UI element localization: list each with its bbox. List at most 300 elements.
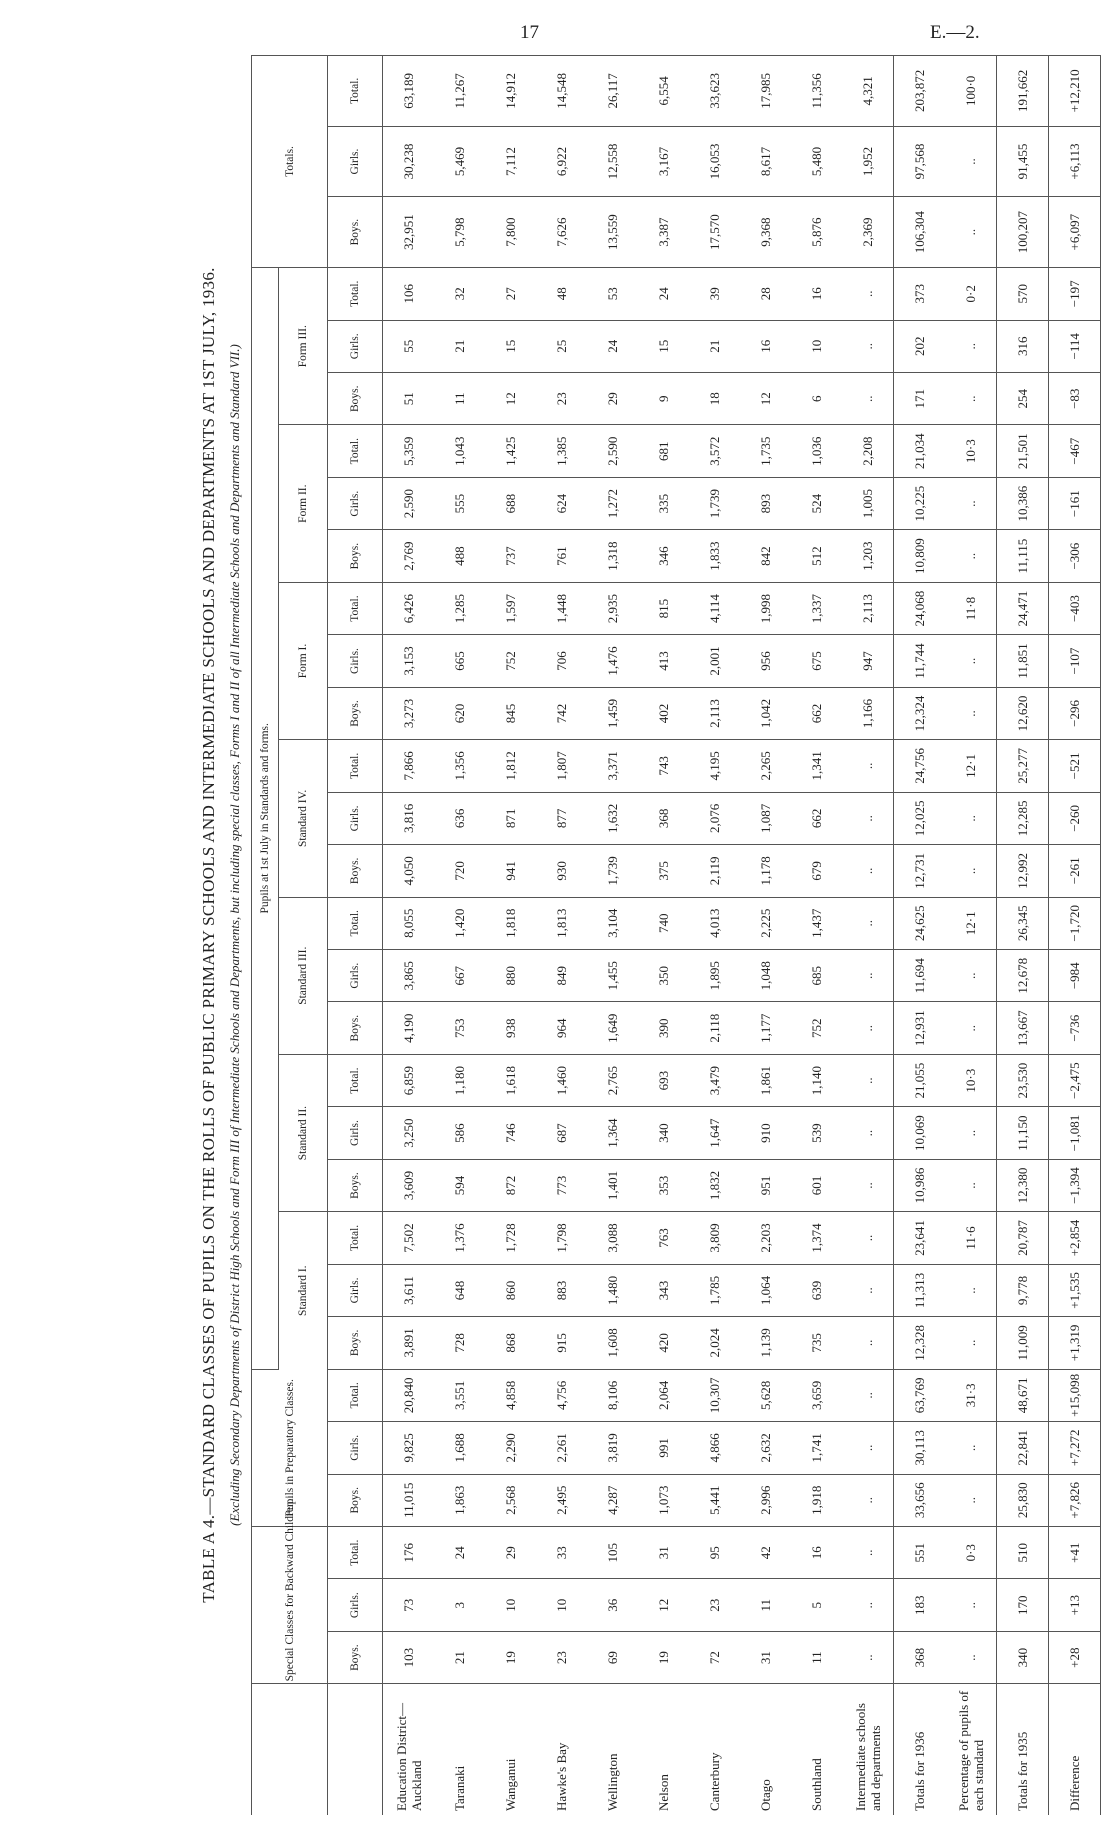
table-cell: 254	[997, 373, 1049, 425]
table-cell: 1,048	[740, 950, 791, 1002]
table-cell: ..	[842, 1631, 894, 1683]
table-cell: 1,608	[587, 1317, 638, 1369]
table-cell: 1,064	[740, 1264, 791, 1316]
table-cell: 1,480	[587, 1264, 638, 1316]
table-cell: 24	[587, 320, 638, 372]
table-cell: 24,756	[894, 740, 946, 792]
table-cell: 27	[485, 267, 536, 320]
table-cell: ..	[842, 267, 894, 320]
table-row	[1049, 56, 1101, 1816]
table-cell: ..	[842, 1054, 894, 1106]
table-cell: 512	[791, 530, 842, 582]
table-cell: 1,005	[842, 477, 894, 529]
table-cell: 1,812	[485, 740, 536, 792]
table-cell: 183	[894, 1579, 946, 1631]
table-row	[945, 56, 997, 1816]
table-cell: 2,369	[842, 197, 894, 268]
table-cell: −467	[1049, 425, 1101, 477]
table-cell: 6	[791, 373, 842, 425]
table-cell: 1,735	[740, 425, 791, 477]
subheader-boys: Boys.	[328, 530, 383, 582]
table-cell: 12,731	[894, 845, 946, 897]
table-cell: 1,140	[791, 1054, 842, 1106]
table-cell: 16	[791, 267, 842, 320]
header-preparatory: Pupils in Preparatory Classes.	[252, 1369, 328, 1526]
table-cell: 1,813	[536, 897, 587, 949]
table-cell: 11·6	[945, 1212, 997, 1264]
row-label: Totals for 1936	[894, 1684, 946, 1815]
page-code: E.—2.	[930, 22, 980, 43]
table-cell: ..	[842, 1159, 894, 1211]
table-cell: 29	[587, 373, 638, 425]
table-cell: 1,952	[842, 126, 894, 197]
table-cell: ..	[842, 373, 894, 425]
table-cell: −161	[1049, 477, 1101, 529]
page-number: 17	[520, 22, 539, 43]
table-cell: ..	[842, 1526, 894, 1578]
header-standard-2: Standard II.	[279, 1054, 328, 1211]
table-cell: ..	[945, 1631, 997, 1683]
table-cell: ..	[945, 1422, 997, 1474]
table-cell: 815	[638, 582, 689, 634]
table-cell: 10·3	[945, 1054, 997, 1106]
table-cell: 624	[536, 477, 587, 529]
table-cell: 877	[536, 792, 587, 844]
table-cell: 12·1	[945, 740, 997, 792]
table-cell: 964	[536, 1002, 587, 1054]
table-row	[894, 56, 946, 1816]
table-cell: 17,570	[689, 197, 740, 268]
table-cell: 23	[689, 1579, 740, 1631]
table-cell: 170	[997, 1579, 1049, 1631]
table-cell: 586	[434, 1107, 485, 1159]
table-cell: 7,800	[485, 197, 536, 268]
table-cell: ..	[842, 1579, 894, 1631]
table-cell: 26,117	[587, 56, 638, 127]
table-cell: 1,364	[587, 1107, 638, 1159]
table-cell: 12,025	[894, 792, 946, 844]
table-cell: ..	[842, 1107, 894, 1159]
table-cell: 2,290	[485, 1422, 536, 1474]
table-cell: 849	[536, 950, 587, 1002]
table-cell: 662	[791, 792, 842, 844]
subheader-boys: Boys.	[328, 197, 383, 268]
table-cell: 368	[638, 792, 689, 844]
table-cell: +1,319	[1049, 1317, 1101, 1369]
header-row-3	[328, 56, 383, 1816]
table-cell: 1,785	[689, 1264, 740, 1316]
table-cell: 31·3	[945, 1369, 997, 1421]
table-cell: 25,830	[997, 1474, 1049, 1526]
subheader-girls: Girls.	[328, 635, 383, 687]
table-cell: 1,139	[740, 1317, 791, 1369]
table-cell: 12,380	[997, 1159, 1049, 1211]
table-cell: 681	[638, 425, 689, 477]
table-cell: 413	[638, 635, 689, 687]
header-standard-4: Standard IV.	[279, 740, 328, 897]
table-cell: 842	[740, 530, 791, 582]
table-cell: 340	[638, 1107, 689, 1159]
subheader-girls: Girls.	[328, 792, 383, 844]
table-cell: 685	[791, 950, 842, 1002]
table-cell: 63,189	[383, 56, 435, 127]
table-cell: 12	[485, 373, 536, 425]
table-cell: 375	[638, 845, 689, 897]
rotated-table-page	[185, 55, 1085, 1815]
table-cell: 2,935	[587, 582, 638, 634]
table-cell: −197	[1049, 267, 1101, 320]
table-cell: 10,307	[689, 1369, 740, 1421]
table-cell: ..	[842, 792, 894, 844]
table-cell: 5,798	[434, 197, 485, 268]
table-cell: 524	[791, 477, 842, 529]
table-cell: 21	[434, 1631, 485, 1683]
header-totals: Totals.	[252, 56, 328, 268]
table-cell: 1,285	[434, 582, 485, 634]
table-cell: 947	[842, 635, 894, 687]
table-cell: 735	[791, 1317, 842, 1369]
subheader-boys: Boys.	[328, 1002, 383, 1054]
subheader-boys: Boys.	[328, 1159, 383, 1211]
header-form-1: Form I.	[279, 582, 328, 739]
table-cell: 24,068	[894, 582, 946, 634]
table-cell: 16,053	[689, 126, 740, 197]
table-cell: 1,318	[587, 530, 638, 582]
table-cell: 893	[740, 477, 791, 529]
table-cell: 1,455	[587, 950, 638, 1002]
table-cell: 171	[894, 373, 946, 425]
table-row	[383, 56, 435, 1816]
table-row	[587, 56, 638, 1816]
subheader-girls: Girls.	[328, 320, 383, 372]
table-cell: 2,001	[689, 635, 740, 687]
table-cell: ..	[945, 1159, 997, 1211]
table-cell: 1,807	[536, 740, 587, 792]
table-cell: 1,420	[434, 897, 485, 949]
table-cell: 3,809	[689, 1212, 740, 1264]
subheader-boys: Boys.	[328, 373, 383, 425]
table-cell: 601	[791, 1159, 842, 1211]
table-cell: 12,620	[997, 687, 1049, 739]
table-cell: ..	[945, 950, 997, 1002]
table-cell: 100,207	[997, 197, 1049, 268]
table-cell: ..	[945, 126, 997, 197]
table-cell: 343	[638, 1264, 689, 1316]
table-cell: 3,659	[791, 1369, 842, 1421]
table-cell: 1,895	[689, 950, 740, 1002]
table-cell: 3,104	[587, 897, 638, 949]
table-cell: 4,866	[689, 1422, 740, 1474]
table-cell: 4,013	[689, 897, 740, 949]
table-cell: 2,632	[740, 1422, 791, 1474]
table-cell: 20,840	[383, 1369, 435, 1421]
table-cell: 679	[791, 845, 842, 897]
table-cell: 9,368	[740, 197, 791, 268]
table-cell: 2,064	[638, 1369, 689, 1421]
table-cell: 1,448	[536, 582, 587, 634]
table-row	[536, 56, 587, 1816]
subheader-boys: Boys.	[328, 1317, 383, 1369]
table-cell: 3,167	[638, 126, 689, 197]
table-cell: 639	[791, 1264, 842, 1316]
table-cell: 956	[740, 635, 791, 687]
table-cell: 24	[638, 267, 689, 320]
table-cell: ..	[945, 320, 997, 372]
header-standard-3: Standard III.	[279, 897, 328, 1054]
table-cell: ..	[842, 740, 894, 792]
table-cell: +6,113	[1049, 126, 1101, 197]
table-cell: 13,667	[997, 1002, 1049, 1054]
table-cell: 100·0	[945, 56, 997, 127]
table-cell: 10	[485, 1579, 536, 1631]
table-cell: 1,460	[536, 1054, 587, 1106]
table-cell: −107	[1049, 635, 1101, 687]
table-cell: 3,250	[383, 1107, 435, 1159]
table-cell: 402	[638, 687, 689, 739]
table-cell: 752	[791, 1002, 842, 1054]
table-cell: 32,951	[383, 197, 435, 268]
table-cell: 1,998	[740, 582, 791, 634]
table-cell: 11,356	[791, 56, 842, 127]
table-cell: 23	[536, 373, 587, 425]
table-cell: 2,113	[689, 687, 740, 739]
table-cell: 63,769	[894, 1369, 946, 1421]
subheader-total: Total.	[328, 425, 383, 477]
table-cell: 3,865	[383, 950, 435, 1002]
table-cell: ..	[842, 897, 894, 949]
table-cell: 3,891	[383, 1317, 435, 1369]
table-cell: 11,009	[997, 1317, 1049, 1369]
table-cell: 743	[638, 740, 689, 792]
table-cell: ..	[842, 1002, 894, 1054]
table-cell: 2,265	[740, 740, 791, 792]
row-label: Southland	[809, 1758, 824, 1811]
row-label: Wellington	[605, 1753, 620, 1811]
table-cell: 11,313	[894, 1264, 946, 1316]
table-cell: 7,866	[383, 740, 435, 792]
table-cell: 687	[536, 1107, 587, 1159]
table-cell: 72	[689, 1631, 740, 1683]
table-cell: 4,756	[536, 1369, 587, 1421]
table-cell: 991	[638, 1422, 689, 1474]
table-cell: 0·3	[945, 1526, 997, 1578]
table-cell: 12,324	[894, 687, 946, 739]
table-cell: 24,471	[997, 582, 1049, 634]
table-cell: ..	[945, 687, 997, 739]
table-cell: 6,859	[383, 1054, 435, 1106]
table-cell: 73	[383, 1579, 435, 1631]
subheader-total: Total.	[328, 267, 383, 320]
table-cell: 665	[434, 635, 485, 687]
table-cell: 19	[485, 1631, 536, 1683]
header-special-classes: Special Classes for Backward Children.	[252, 1526, 328, 1683]
table-cell: 2,118	[689, 1002, 740, 1054]
table-cell: 871	[485, 792, 536, 844]
table-cell: 12,328	[894, 1317, 946, 1369]
table-cell: 39	[689, 267, 740, 320]
table-cell: 1,647	[689, 1107, 740, 1159]
table-cell: +12,210	[1049, 56, 1101, 127]
table-cell: 91,455	[997, 126, 1049, 197]
table-cell: ..	[842, 1474, 894, 1526]
table-cell: −114	[1049, 320, 1101, 372]
table-cell: 10	[536, 1579, 587, 1631]
table-cell: 3,387	[638, 197, 689, 268]
table-cell: 10,809	[894, 530, 946, 582]
row-label: Taranaki	[452, 1765, 467, 1811]
subheader-total: Total.	[328, 1526, 383, 1578]
table-cell: 1,739	[689, 477, 740, 529]
table-cell: 176	[383, 1526, 435, 1578]
table-cell: 95	[689, 1526, 740, 1578]
subheader-girls: Girls.	[328, 1107, 383, 1159]
table-cell: 2,495	[536, 1474, 587, 1526]
subheader-girls: Girls.	[328, 126, 383, 197]
table-cell: ..	[945, 1317, 997, 1369]
table-cell: 1,863	[434, 1474, 485, 1526]
table-cell: 4,287	[587, 1474, 638, 1526]
table-cell: 12	[638, 1579, 689, 1631]
table-cell: 1,728	[485, 1212, 536, 1264]
subheader-total: Total.	[328, 1369, 383, 1421]
table-cell: 4,114	[689, 582, 740, 634]
table-cell: 4,195	[689, 740, 740, 792]
subheader-girls: Girls.	[328, 1422, 383, 1474]
row-label: Otago	[758, 1779, 773, 1811]
table-cell: 20,787	[997, 1212, 1049, 1264]
table-cell: 373	[894, 267, 946, 320]
table-cell: 594	[434, 1159, 485, 1211]
table-cell: 9	[638, 373, 689, 425]
table-cell: 5,628	[740, 1369, 791, 1421]
table-cell: 103	[383, 1631, 435, 1683]
table-cell: 21,034	[894, 425, 946, 477]
table-cell: 4,858	[485, 1369, 536, 1421]
table-cell: 53	[587, 267, 638, 320]
table-row	[689, 56, 740, 1816]
table-cell: 3,273	[383, 687, 435, 739]
table-cell: 55	[383, 320, 435, 372]
table-cell: 105	[587, 1526, 638, 1578]
subheader-girls: Girls.	[328, 950, 383, 1002]
table-cell: 3,551	[434, 1369, 485, 1421]
subheader-girls: Girls.	[328, 1264, 383, 1316]
table-cell: 1,043	[434, 425, 485, 477]
table-cell: 12·1	[945, 897, 997, 949]
table-cell: 14,912	[485, 56, 536, 127]
table-cell: ..	[842, 845, 894, 897]
table-cell: 21,501	[997, 425, 1049, 477]
header-pupils-group: Pupils at 1st July in Standards and forms.	[252, 267, 279, 1369]
table-cell: 11,267	[434, 56, 485, 127]
subheader-boys: Boys.	[328, 687, 383, 739]
table-cell: −736	[1049, 1002, 1101, 1054]
table-cell: 16	[740, 320, 791, 372]
table-cell: 8,106	[587, 1369, 638, 1421]
table-cell: 1,180	[434, 1054, 485, 1106]
table-cell: 1,739	[587, 845, 638, 897]
table-cell: 33,656	[894, 1474, 946, 1526]
table-cell: 1,177	[740, 1002, 791, 1054]
table-row	[740, 56, 791, 1816]
table-cell: 539	[791, 1107, 842, 1159]
table-cell: 3,088	[587, 1212, 638, 1264]
table-cell: 3,153	[383, 635, 435, 687]
table-cell: 773	[536, 1159, 587, 1211]
table-cell: ..	[945, 197, 997, 268]
table-cell: 30,113	[894, 1422, 946, 1474]
table-cell: 5	[791, 1579, 842, 1631]
table-cell: 23	[536, 1631, 587, 1683]
table-cell: 106	[383, 267, 435, 320]
table-cell: −984	[1049, 950, 1101, 1002]
table-cell: ..	[842, 320, 894, 372]
row-label: Nelson	[656, 1774, 671, 1811]
table-cell: 11,744	[894, 635, 946, 687]
table-cell: 1,036	[791, 425, 842, 477]
table-cell: −2,475	[1049, 1054, 1101, 1106]
table-cell: +28	[1049, 1631, 1101, 1683]
table-cell: 1,425	[485, 425, 536, 477]
table-cell: ..	[842, 1317, 894, 1369]
subheader-total: Total.	[328, 56, 383, 127]
table-cell: 25	[536, 320, 587, 372]
table-cell: 2,076	[689, 792, 740, 844]
subheader-boys: Boys.	[328, 845, 383, 897]
table-cell: 390	[638, 1002, 689, 1054]
table-cell: 340	[997, 1631, 1049, 1683]
table-cell: 951	[740, 1159, 791, 1211]
table-cell: ..	[945, 1474, 997, 1526]
table-cell: 1,632	[587, 792, 638, 844]
table-cell: 742	[536, 687, 587, 739]
table-cell: 941	[485, 845, 536, 897]
row-label: Difference	[1049, 1684, 1101, 1815]
table-cell: 17,985	[740, 56, 791, 127]
table-cell: 11	[740, 1579, 791, 1631]
table-cell: 15	[485, 320, 536, 372]
table-cell: −83	[1049, 373, 1101, 425]
table-cell: 3,479	[689, 1054, 740, 1106]
table-subtitle: (Excluding Secondary Departments of District High Schools and Form III of Intermediate Schools and Departments, but including special classes, Forms I and II of all Intermediate Schools and Departments and Standard VII.)	[227, 344, 242, 1526]
table-cell: 2,119	[689, 845, 740, 897]
table-cell: 555	[434, 477, 485, 529]
table-cell: −521	[1049, 740, 1101, 792]
subheader-total: Total.	[328, 740, 383, 792]
table-cell: 706	[536, 635, 587, 687]
table-cell: 1,178	[740, 845, 791, 897]
header-row-1	[252, 56, 279, 1816]
table-cell: 1,203	[842, 530, 894, 582]
table-cell: 12	[740, 373, 791, 425]
header-standard-1: Standard I.	[279, 1212, 328, 1369]
table-cell: 11	[791, 1631, 842, 1683]
table-cell: 13,559	[587, 197, 638, 268]
table-cell: 23,641	[894, 1212, 946, 1264]
table-cell: 30,238	[383, 126, 435, 197]
table-title: TABLE A 4.—STANDARD CLASSES OF PUPILS ON THE ROLLS OF PUBLIC PRIMARY SCHOOLS AND INTERMEDIATE SCHOOLS AND DEPARTMENTS AT 1ST JULY, 1936.	[199, 267, 218, 1603]
table-cell: −403	[1049, 582, 1101, 634]
table-cell: +13	[1049, 1579, 1101, 1631]
table-cell: 4,050	[383, 845, 435, 897]
table-cell: −1,081	[1049, 1107, 1101, 1159]
table-cell: 880	[485, 950, 536, 1002]
table-cell: 662	[791, 687, 842, 739]
table-cell: 21	[434, 320, 485, 372]
table-cell: 1,272	[587, 477, 638, 529]
row-label: Education District— Auckland	[393, 1703, 424, 1811]
table-cell: 5,359	[383, 425, 435, 477]
